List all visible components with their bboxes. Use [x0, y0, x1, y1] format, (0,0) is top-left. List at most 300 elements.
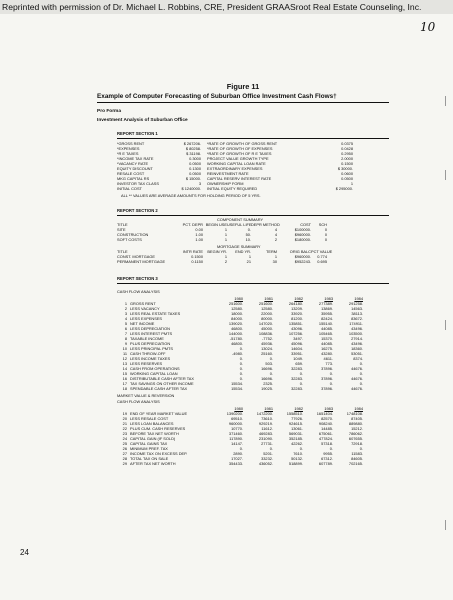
- table-cell: 43280.: [321, 351, 333, 356]
- table-cell: 105465.: [318, 331, 333, 336]
- table-cell: 264180.: [288, 301, 303, 306]
- table-cell: 13209.: [291, 306, 303, 311]
- table-cell: SITE: [117, 227, 126, 232]
- input-value: 0.0500: [189, 161, 201, 166]
- row-number: 3: [124, 311, 127, 316]
- table-cell: 77926.: [291, 416, 303, 421]
- year-header: 1980: [234, 296, 243, 301]
- table-cell: 0.: [359, 381, 363, 386]
- report-section-2-title: REPORT SECTION 2: [117, 208, 158, 213]
- input-label: OWNERSHIP FORM: [207, 181, 244, 186]
- reversion-table: [117, 406, 389, 466]
- row-number: 5: [124, 321, 127, 326]
- row-label: TOTAL TAX ON SALE: [130, 456, 169, 461]
- row-number: 9: [124, 341, 127, 346]
- row-label: TAXABLE INCOME: [130, 336, 164, 341]
- table-cell: 44676.: [351, 366, 363, 371]
- table-cell: 16696.: [261, 376, 273, 381]
- table-cell: 15534.: [231, 381, 243, 386]
- table-cell: 0.1150: [191, 259, 203, 264]
- input-value: 0.0500: [189, 171, 201, 176]
- table-cell: 15212.: [351, 426, 363, 431]
- table-cell: 503.: [265, 361, 273, 366]
- table-cell: 18000.: [231, 311, 243, 316]
- input-value: $ 295000.: [335, 186, 353, 191]
- row-number: 7: [124, 331, 127, 336]
- input-label: *RATE OF GROWTH OF R E TAXES: [207, 151, 272, 156]
- table-cell: 44676.: [351, 386, 363, 391]
- table-cell: 82570.: [321, 416, 333, 421]
- column-header: INTR RATE: [182, 249, 203, 254]
- row-number: 4: [124, 316, 127, 321]
- table-cell: 44085.: [321, 341, 333, 346]
- input-value: 0.0600: [341, 171, 353, 176]
- table-cell: 251600.: [228, 301, 243, 306]
- table-cell: 67312.: [321, 456, 333, 461]
- table-cell: 45936.: [261, 341, 273, 346]
- row-number: 29: [122, 461, 127, 466]
- table-cell: 15370.: [321, 336, 333, 341]
- table-cell: 37896.: [321, 376, 333, 381]
- table-cell: 32283.: [291, 376, 303, 381]
- table-cell: 352185.: [288, 436, 303, 441]
- table-cell: $952243.: [294, 259, 311, 264]
- table-cell: 108836.: [258, 331, 273, 336]
- cash-flow-table: [117, 296, 389, 391]
- table-cell: 607655.: [348, 436, 363, 441]
- table-cell: 929219.: [258, 421, 273, 426]
- table-cell: 81200.: [291, 316, 303, 321]
- table-cell: 12580.: [261, 306, 273, 311]
- row-label: END OF YEAR MARKET VALUE: [130, 411, 188, 416]
- column-header: COST: [300, 222, 311, 227]
- row-number: 16: [122, 376, 127, 381]
- row-label: TAX SAVINGS ON OTHER INCOME: [130, 381, 194, 386]
- table-cell: 0.: [299, 446, 303, 451]
- table-cell: -7752.: [261, 336, 273, 341]
- table-cell: 4: [274, 232, 277, 237]
- row-label: LESS INCOME TAXES: [130, 356, 171, 361]
- table-cell: 107256.: [288, 331, 303, 336]
- row-label: LESS PRINCIPAL PMTS: [130, 346, 174, 351]
- row-number: 26: [122, 446, 127, 451]
- input-value: 0.0428: [341, 146, 353, 151]
- input-value: $ 30000.: [337, 166, 353, 171]
- table-cell: 960000.: [228, 421, 243, 426]
- table-cell: 46800.: [231, 341, 243, 346]
- table-cell: 1748108.: [346, 411, 363, 416]
- table-cell: 50132.: [291, 456, 303, 461]
- table-row: [117, 259, 389, 264]
- column-header: PCT VALUE: [311, 249, 333, 254]
- table-cell: 13024.: [261, 346, 273, 351]
- table-cell: 0: [324, 237, 327, 242]
- table-cell: 44085.: [321, 326, 333, 331]
- table-cell: 1: [274, 254, 277, 259]
- input-value: 0.1500: [341, 161, 353, 166]
- row-number: 22: [122, 426, 127, 431]
- row-number: 14: [122, 366, 127, 371]
- table-cell: 15534.: [231, 386, 243, 391]
- table-cell: 0.: [247, 227, 251, 232]
- table-cell: 436052.: [258, 461, 273, 466]
- report-section-1-note: ALL ** VALUES ARE AVERAGE AMOUNTS FOR HOLDING PERIOD OF 5 YRS.: [121, 193, 261, 198]
- row-number: 18: [122, 386, 127, 391]
- table-cell: CONST. MORTGAGE: [117, 254, 155, 259]
- table-cell: 16696.: [261, 366, 273, 371]
- table-cell: 0.: [329, 371, 333, 376]
- table-cell: 33920.: [291, 311, 303, 316]
- table-cell: 0.: [299, 381, 303, 386]
- table-cell: 43096.: [291, 326, 303, 331]
- table-cell: 773.: [325, 361, 333, 366]
- input-label: REINVESTMENT RATE: [207, 171, 249, 176]
- table-cell: 19025.: [261, 386, 273, 391]
- input-label: *GROSS RENT: [117, 141, 145, 146]
- row-label: DISTRIBUTABLE CASH AFTER TAX: [130, 376, 194, 381]
- row-label: NET INCOME: [130, 321, 155, 326]
- table-cell: 16275.: [321, 346, 333, 351]
- cash-flow-analysis-heading: CASH FLOW ANALYSIS: [117, 289, 160, 294]
- table-cell: 2: [224, 259, 227, 264]
- row-label: CAPITAL GAIN (IF SOLD): [130, 436, 176, 441]
- table-cell: 0.: [239, 361, 243, 366]
- column-header: END YR.: [235, 249, 251, 254]
- table-cell: 477824.: [318, 436, 333, 441]
- input-value: 2.0000: [341, 156, 353, 161]
- row-label: LESS REAL ESTATE TAXES: [130, 311, 181, 316]
- table-cell: 354433.: [228, 461, 243, 466]
- table-cell: 84000.: [231, 316, 243, 321]
- input-value: 0.1300: [189, 166, 201, 171]
- table-cell: 0.: [359, 446, 363, 451]
- year-header: 1984: [354, 406, 363, 411]
- row-number: 19: [122, 411, 127, 416]
- row-number: 11: [122, 351, 127, 356]
- table-cell: 38113.: [351, 311, 363, 316]
- table-cell: 518899.: [288, 461, 303, 466]
- table-cell: 144000.: [228, 331, 243, 336]
- page-number: 24: [20, 548, 29, 557]
- table-cell: 27914.: [351, 336, 363, 341]
- row-label: CASH THROW-OFF: [130, 351, 166, 356]
- table-cell: 0.: [239, 371, 243, 376]
- table-cell: 14563.: [351, 306, 363, 311]
- table-cell: 10.: [245, 237, 251, 242]
- table-cell: 0.: [359, 371, 363, 376]
- table-cell: 889880.: [348, 421, 363, 426]
- table-cell: 27731.: [261, 441, 273, 446]
- table-cell: 231090.: [258, 436, 273, 441]
- input-label: INVESTOR TAX CLASS: [117, 181, 159, 186]
- table-cell: 1651404.: [316, 411, 333, 416]
- divider: [117, 215, 389, 216]
- input-value: $ 267206.: [183, 141, 201, 146]
- column-header: BEGIN YR.: [207, 249, 227, 254]
- row-label: CASH FROM OPERATIONS: [130, 366, 180, 371]
- table-cell: 1.00: [195, 232, 203, 237]
- table-cell: 659.: [295, 361, 303, 366]
- row-number: 8: [124, 336, 127, 341]
- figure-caption: Example of Computer Forecasting of Suburban Office Investment Cash Flows†: [97, 93, 389, 103]
- row-number: 6: [124, 326, 127, 331]
- column-header: USEFUL LIFE: [227, 222, 252, 227]
- table-cell: 0.774: [317, 254, 327, 259]
- row-number: 21: [122, 421, 127, 426]
- column-header: TERM: [265, 249, 277, 254]
- table-cell: 10770.: [231, 426, 243, 431]
- table-cell: 14604.: [291, 346, 303, 351]
- input-value: 3: [198, 181, 201, 186]
- reprint-notice: Reprinted with permission of Dr. Michael L. Robbins, CRE, President GRAASroot Real Estate Counseling, Inc.: [0, 0, 453, 14]
- table-cell: 155140.: [318, 321, 333, 326]
- input-label: *R E TAXES: [117, 151, 139, 156]
- table-cell: 4: [274, 227, 277, 232]
- row-number: 27: [122, 451, 127, 456]
- row-label: AFTER TAX NET WORTH: [130, 461, 176, 466]
- table-cell: 2: [274, 237, 277, 242]
- table-cell: 25160.: [261, 351, 273, 356]
- table-cell: 33232.: [261, 456, 273, 461]
- row-label: MINIMUM PREF. TAX: [130, 446, 168, 451]
- table-cell: 45000.: [261, 326, 273, 331]
- row-number: 20: [122, 416, 127, 421]
- table-cell: 50.: [245, 232, 251, 237]
- table-cell: 607789.: [318, 461, 333, 466]
- market-value-reversion-heading: MARKET VALUE & REVERSION: [117, 393, 175, 398]
- row-label: WORKING CAPITAL LOAN: [130, 371, 178, 376]
- column-header: DEPR METHOD: [251, 222, 280, 227]
- input-label: INITIAL EQUITY REQUIRED: [207, 186, 258, 191]
- row-number: 24: [122, 436, 127, 441]
- table-cell: $100000.: [294, 227, 311, 232]
- table-cell: $180000.: [294, 237, 311, 242]
- scan-edge-mark: [445, 320, 450, 330]
- input-label: *EXPENSES: [117, 146, 140, 151]
- table-row: [117, 461, 389, 466]
- table-cell: 4611.: [323, 356, 333, 361]
- scan-edge-mark: [445, 96, 450, 106]
- year-header: 1983: [324, 406, 333, 411]
- year-header: 1982: [294, 296, 303, 301]
- table-cell: 32283.: [291, 386, 303, 391]
- input-value: 0.0500: [341, 176, 353, 181]
- handwritten-page-number: 10: [420, 20, 436, 34]
- row-label: LESS VACANCY: [130, 306, 160, 311]
- component-summary-table: [117, 222, 389, 242]
- row-label: LESS INTEREST PMTS: [130, 331, 173, 336]
- table-cell: 0.1500: [191, 254, 203, 259]
- column-header: ORIG BALC: [289, 249, 311, 254]
- row-number: 10: [122, 346, 127, 351]
- table-cell: 33951.: [291, 351, 303, 356]
- table-cell: 14485.: [321, 426, 333, 431]
- table-cell: 0.: [239, 446, 243, 451]
- table-cell: CONSTRUCTION: [117, 232, 149, 237]
- table-cell: 30: [272, 259, 277, 264]
- table-cell: 9955.: [323, 451, 333, 456]
- table-cell: 72918.: [351, 441, 363, 446]
- input-label: *RATE OF GROWTH OF GROSS RENT: [207, 141, 278, 146]
- table-cell: 13061.: [291, 426, 303, 431]
- report-section-1-title: REPORT SECTION 1: [117, 131, 158, 136]
- table-cell: 0: [324, 232, 327, 237]
- input-value: 0.3000: [189, 156, 201, 161]
- table-cell: 8374.: [353, 356, 363, 361]
- scan-edge-mark: [445, 520, 450, 530]
- year-header: 1983: [324, 296, 333, 301]
- column-header: TITLE: [117, 249, 128, 254]
- table-cell: 73610.: [261, 416, 273, 421]
- table-cell: 1: [224, 254, 227, 259]
- table-cell: 45096.: [291, 341, 303, 346]
- input-value: 1: [350, 181, 353, 186]
- row-label: CAPITAL GAINS TAX: [130, 441, 168, 446]
- table-cell: 18360.: [351, 346, 363, 351]
- table-cell: 786062.: [348, 431, 363, 436]
- table-cell: 0.: [329, 381, 333, 386]
- input-value: 0.0375: [341, 141, 353, 146]
- table-cell: 43496.: [351, 341, 363, 346]
- table-cell: 17027.: [231, 456, 243, 461]
- table-cell: SOFT COSTS: [117, 237, 142, 242]
- input-label: INITIAL COST: [117, 186, 142, 191]
- table-cell: 46800.: [231, 326, 243, 331]
- table-cell: 103500.: [348, 331, 363, 336]
- table-cell: 21: [246, 259, 251, 264]
- table-cell: 83672.: [351, 316, 363, 321]
- table-cell: 135851.: [288, 321, 303, 326]
- table-cell: 13869.: [321, 306, 333, 311]
- cash-flow-analysis-heading-2: CASH FLOW ANALYSIS: [117, 399, 160, 404]
- input-label: PROJECT VALUE GROWTH TYPE: [207, 156, 269, 161]
- table-cell: 1049.: [293, 356, 303, 361]
- table-cell: 0.: [329, 446, 333, 451]
- column-header: SCH: [318, 222, 327, 227]
- figure-page: [97, 82, 389, 466]
- table-cell: 53051.: [351, 351, 363, 356]
- row-label: LESS RESERVES: [130, 361, 163, 366]
- column-header: PCT. DEPR: [182, 222, 203, 227]
- mortgage-summary-heading: MORTGAGE SUMMARY: [217, 244, 261, 249]
- table-cell: 5201.: [263, 451, 273, 456]
- table-cell: 37896.: [321, 366, 333, 371]
- table-cell: 908240.: [318, 421, 333, 426]
- row-label: LESS DEPRECIATION: [130, 326, 170, 331]
- table-cell: 82424.: [321, 316, 333, 321]
- table-cell: 87405.: [351, 416, 363, 421]
- table-cell: 42262.: [291, 441, 303, 446]
- input-value: 0.2950: [341, 151, 353, 156]
- table-cell: 0.: [359, 361, 363, 366]
- row-label: PLUS CUM. CASH RESERVES: [130, 426, 186, 431]
- table-cell: 251600.: [258, 301, 273, 306]
- table-cell: 675061.: [318, 431, 333, 436]
- input-label: EQUITY DISCOUNT: [117, 166, 153, 171]
- table-cell: 1: [224, 237, 227, 242]
- row-label: GROSS RENT: [130, 301, 156, 306]
- row-number: 23: [122, 431, 127, 436]
- year-header: 1981: [264, 406, 273, 411]
- row-label: LESS RESALE COST: [130, 416, 169, 421]
- input-label: CAPITAL RESERV INTEREST RATE: [207, 176, 272, 181]
- table-cell: 2890.: [233, 451, 243, 456]
- table-cell: 569031.: [288, 431, 303, 436]
- table-cell: PERMANENT MORTGAGE: [117, 259, 166, 264]
- table-cell: 32283.: [291, 366, 303, 371]
- mortgage-summary-table: [117, 249, 389, 264]
- row-label: BEFORE TAX NET WORTH: [130, 431, 179, 436]
- year-header: 1980: [234, 406, 243, 411]
- table-cell: 44676.: [351, 376, 363, 381]
- year-header: 1982: [294, 406, 303, 411]
- pro-forma-heading: Pro Forma: [97, 109, 121, 114]
- table-cell: 0.: [269, 446, 273, 451]
- table-cell: 43496.: [351, 326, 363, 331]
- table-cell: 1.00: [195, 237, 203, 242]
- input-label: *VACANCY RATE: [117, 161, 149, 166]
- component-summary-heading: COMPONENT SUMMARY: [217, 217, 264, 222]
- row-number: 1: [124, 301, 127, 306]
- row-number: 17: [122, 381, 127, 386]
- table-cell: 11583.: [351, 451, 363, 456]
- table-cell: 0.: [239, 356, 243, 361]
- table-cell: 469283.: [258, 431, 273, 436]
- year-header: 1981: [264, 296, 273, 301]
- table-cell: 22000.: [261, 311, 273, 316]
- input-label: RESALE COST: [117, 171, 145, 176]
- row-number: 13: [122, 361, 127, 366]
- input-label: MKG CAPITAL RS: [117, 176, 150, 181]
- row-number: 2: [124, 306, 127, 311]
- row-number: 15: [122, 371, 127, 376]
- divider: [117, 138, 389, 139]
- table-cell: 1390200.: [226, 411, 243, 416]
- row-label: LESS LOAN BALANCES: [130, 421, 174, 426]
- table-cell: 57318.: [321, 441, 333, 446]
- input-label: WORKING CAPITAL LOAN RATE: [207, 161, 266, 166]
- table-cell: -51780.: [229, 336, 243, 341]
- row-number: 12: [122, 356, 127, 361]
- column-header: BEGIN USE: [205, 222, 227, 227]
- table-cell: 2325.: [263, 381, 273, 386]
- table-cell: 0.: [239, 346, 243, 351]
- table-cell: 277389.: [318, 301, 333, 306]
- report-section-1-table: [117, 141, 389, 191]
- table-cell: 371460.: [228, 431, 243, 436]
- table-cell: 12580.: [231, 306, 243, 311]
- figure-label: Figure 11: [226, 82, 260, 91]
- table-cell: $960000.: [294, 232, 311, 237]
- table-cell: 1558510.: [286, 411, 303, 416]
- table-cell: 139020.: [228, 321, 243, 326]
- row-label: SPENDABLE CASH AFTER TAX: [130, 386, 188, 391]
- table-cell: 84605.: [351, 456, 363, 461]
- table-cell: 174911.: [349, 321, 363, 326]
- table-cell: 14147.: [231, 441, 243, 446]
- input-label: *INCOME TAX RATE: [117, 156, 154, 161]
- column-header: TITLE: [117, 222, 128, 227]
- input-value: $ 31198.: [186, 151, 201, 156]
- table-cell: 1: [248, 254, 251, 259]
- row-number: 28: [122, 456, 127, 461]
- table-cell: 7610.: [293, 451, 303, 456]
- table-cell: -4980.: [231, 351, 243, 356]
- table-cell: 0.: [269, 356, 273, 361]
- input-label: EXTRAORDINARY EXPENSES: [207, 166, 263, 171]
- table-cell: $960000.: [294, 254, 311, 259]
- table-cell: 69510.: [231, 416, 243, 421]
